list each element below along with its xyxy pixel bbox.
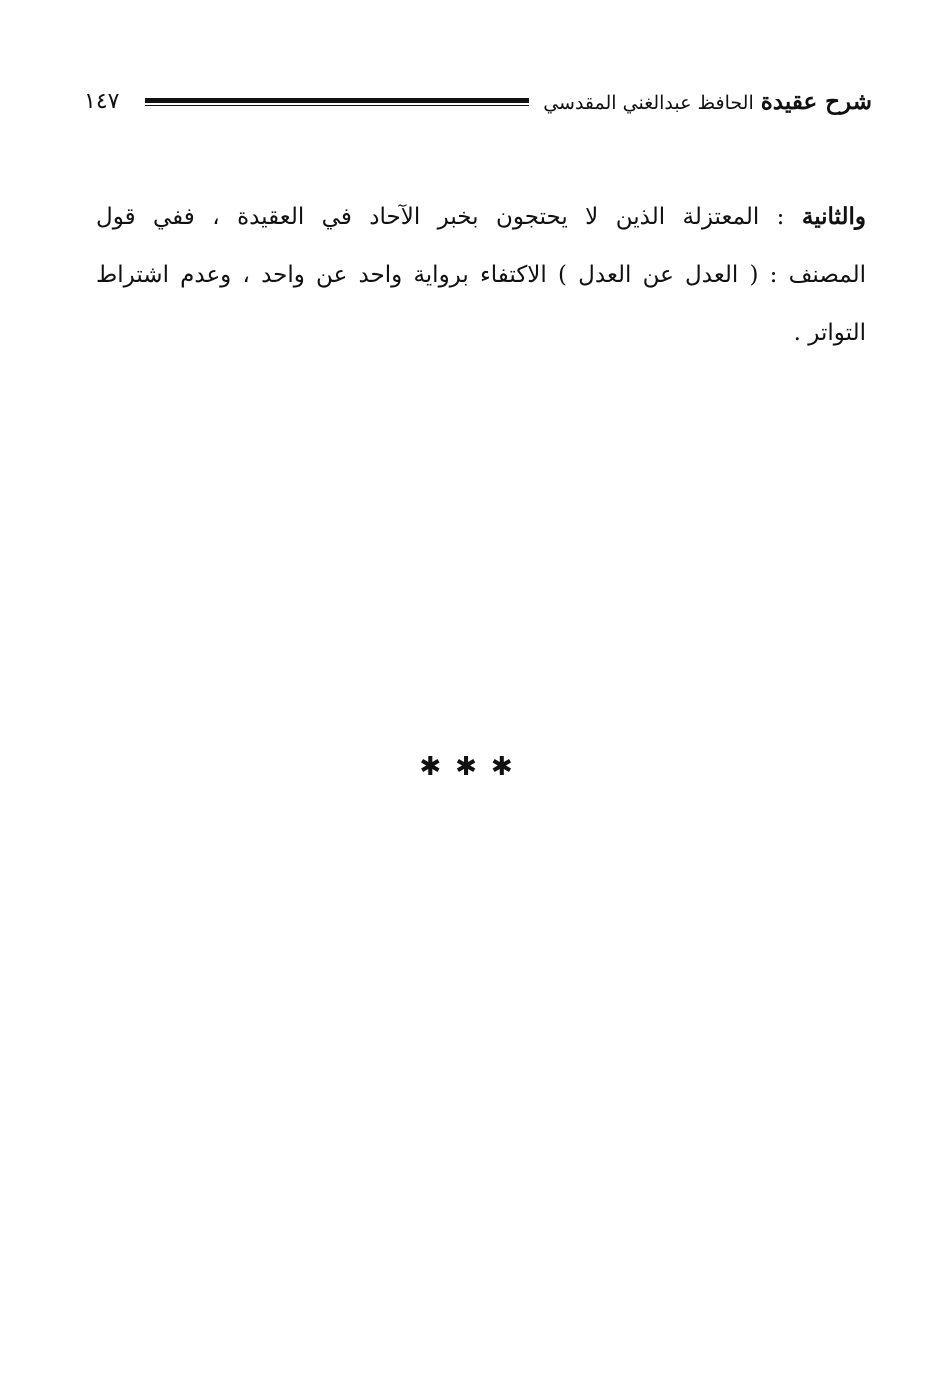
- page-number: ١٤٧: [84, 89, 120, 114]
- header-title-bold: شرح عقيدة: [760, 87, 872, 115]
- body-paragraph: [96, 188, 866, 362]
- body-line-3: التواتر .: [793, 320, 866, 346]
- header-rule-thick: [145, 98, 529, 103]
- body-line-1: [96, 188, 866, 246]
- body-line-1-text: : المعتزلة الذين لا يحتجون بخبر الآحاد في العقيدة ، ففي قول: [96, 204, 785, 230]
- header-title-rest: الحافظ عبدالغني المقدسي: [543, 91, 754, 114]
- running-header: [84, 82, 872, 122]
- lead-word: والثانية: [801, 203, 866, 230]
- body-line-2: المصنف : ( العدل عن العدل ) الاكتفاء برواية واحد عن واحد ، وعدم اشتراط: [96, 262, 866, 288]
- header-rule: [145, 98, 529, 107]
- header-title: [543, 82, 872, 123]
- header-rule-thin: [145, 105, 529, 106]
- section-separator-stars: ✱✱✱: [419, 752, 527, 782]
